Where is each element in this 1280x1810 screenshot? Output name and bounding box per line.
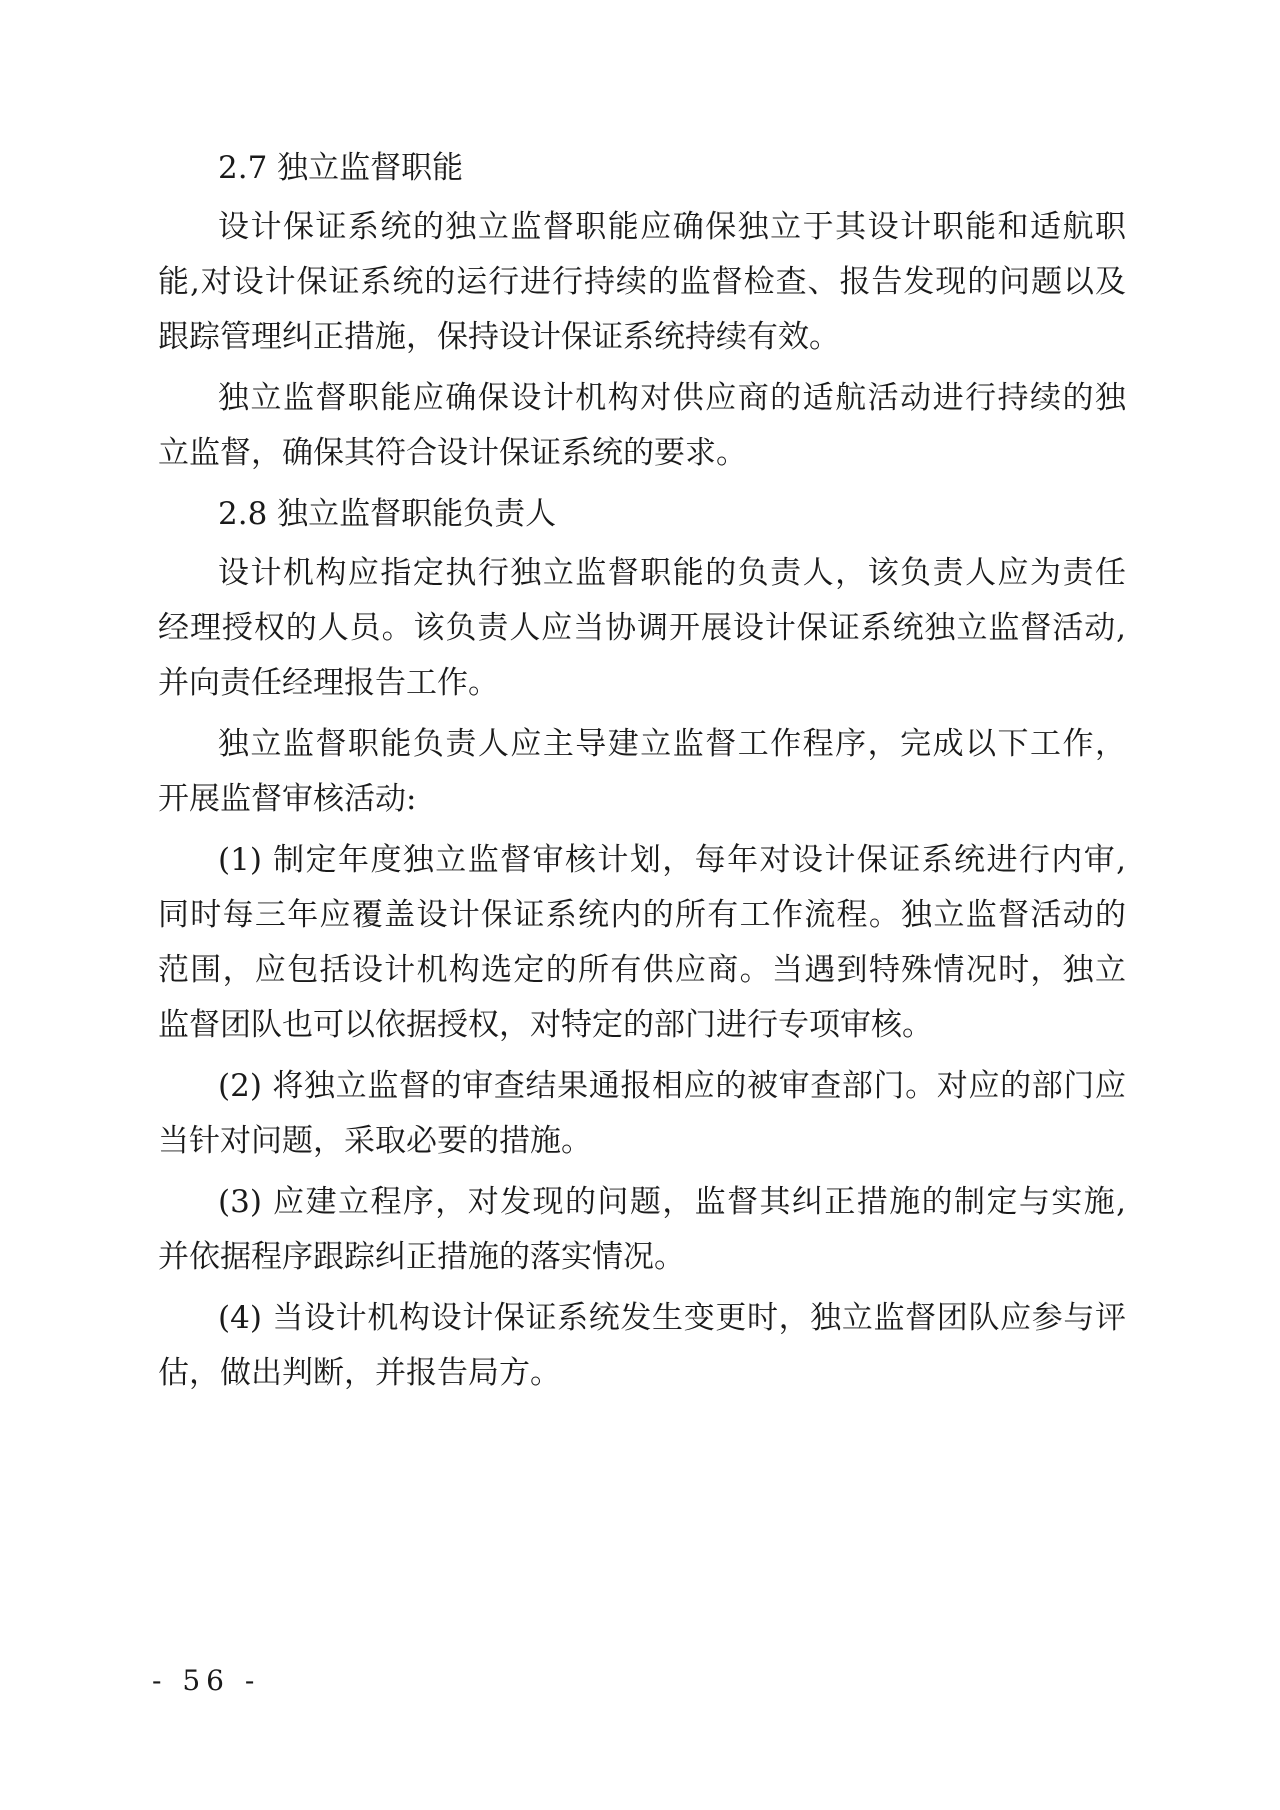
list-item-line: 当针对问题，采取必要的措施。 xyxy=(158,1123,592,1159)
list-item-line: 监督团队也可以依据授权，对特定的部门进行专项审核。 xyxy=(158,1007,933,1043)
paragraph-line: 并向责任经理报告工作。 xyxy=(158,665,499,701)
paragraph-line: 独立监督职能应确保设计机构对供应商的适航活动进行持续的独 xyxy=(218,380,1126,416)
paragraph-line: 经理授权的人员。该负责人应当协调开展设计保证系统独立监督活动, xyxy=(158,610,1126,646)
paragraph-line: 独立监督职能负责人应主导建立监督工作程序，完成以下工作， xyxy=(218,726,1126,762)
paragraph-line: 设计保证系统的独立监督职能应确保独立于其设计职能和适航职 xyxy=(218,209,1126,245)
paragraph-line: 能,对设计保证系统的运行进行持续的监督检查、报告发现的问题以及 xyxy=(158,264,1126,300)
section-heading-2-8: 2.8 独立监督职能负责人 xyxy=(218,496,557,532)
list-item-line: 并依据程序跟踪纠正措施的落实情况。 xyxy=(158,1239,685,1275)
list-item-line: 范围，应包括设计机构选定的所有供应商。当遇到特殊情况时，独立 xyxy=(158,952,1126,988)
page-number: - 56 - xyxy=(152,1664,261,1697)
paragraph-line: 立监督，确保其符合设计保证系统的要求。 xyxy=(158,435,747,471)
list-item-line: (3) 应建立程序，对发现的问题，监督其纠正措施的制定与实施, xyxy=(218,1184,1126,1220)
list-item-line: 同时每三年应覆盖设计保证系统内的所有工作流程。独立监督活动的 xyxy=(158,897,1126,933)
list-item-line: (4) 当设计机构设计保证系统发生变更时，独立监督团队应参与评 xyxy=(218,1300,1126,1336)
list-item-line: (1) 制定年度独立监督审核计划，每年对设计保证系统进行内审, xyxy=(218,842,1126,878)
list-item-line: 估，做出判断，并报告局方。 xyxy=(158,1355,561,1391)
section-heading-2-7: 2.7 独立监督职能 xyxy=(218,150,464,186)
paragraph-line: 开展监督审核活动: xyxy=(158,781,417,817)
list-item-line: (2) 将独立监督的审查结果通报相应的被审查部门。对应的部门应 xyxy=(218,1068,1126,1104)
paragraph-line: 跟踪管理纠正措施，保持设计保证系统持续有效。 xyxy=(158,319,840,355)
paragraph-line: 设计机构应指定执行独立监督职能的负责人，该负责人应为责任 xyxy=(218,555,1126,591)
